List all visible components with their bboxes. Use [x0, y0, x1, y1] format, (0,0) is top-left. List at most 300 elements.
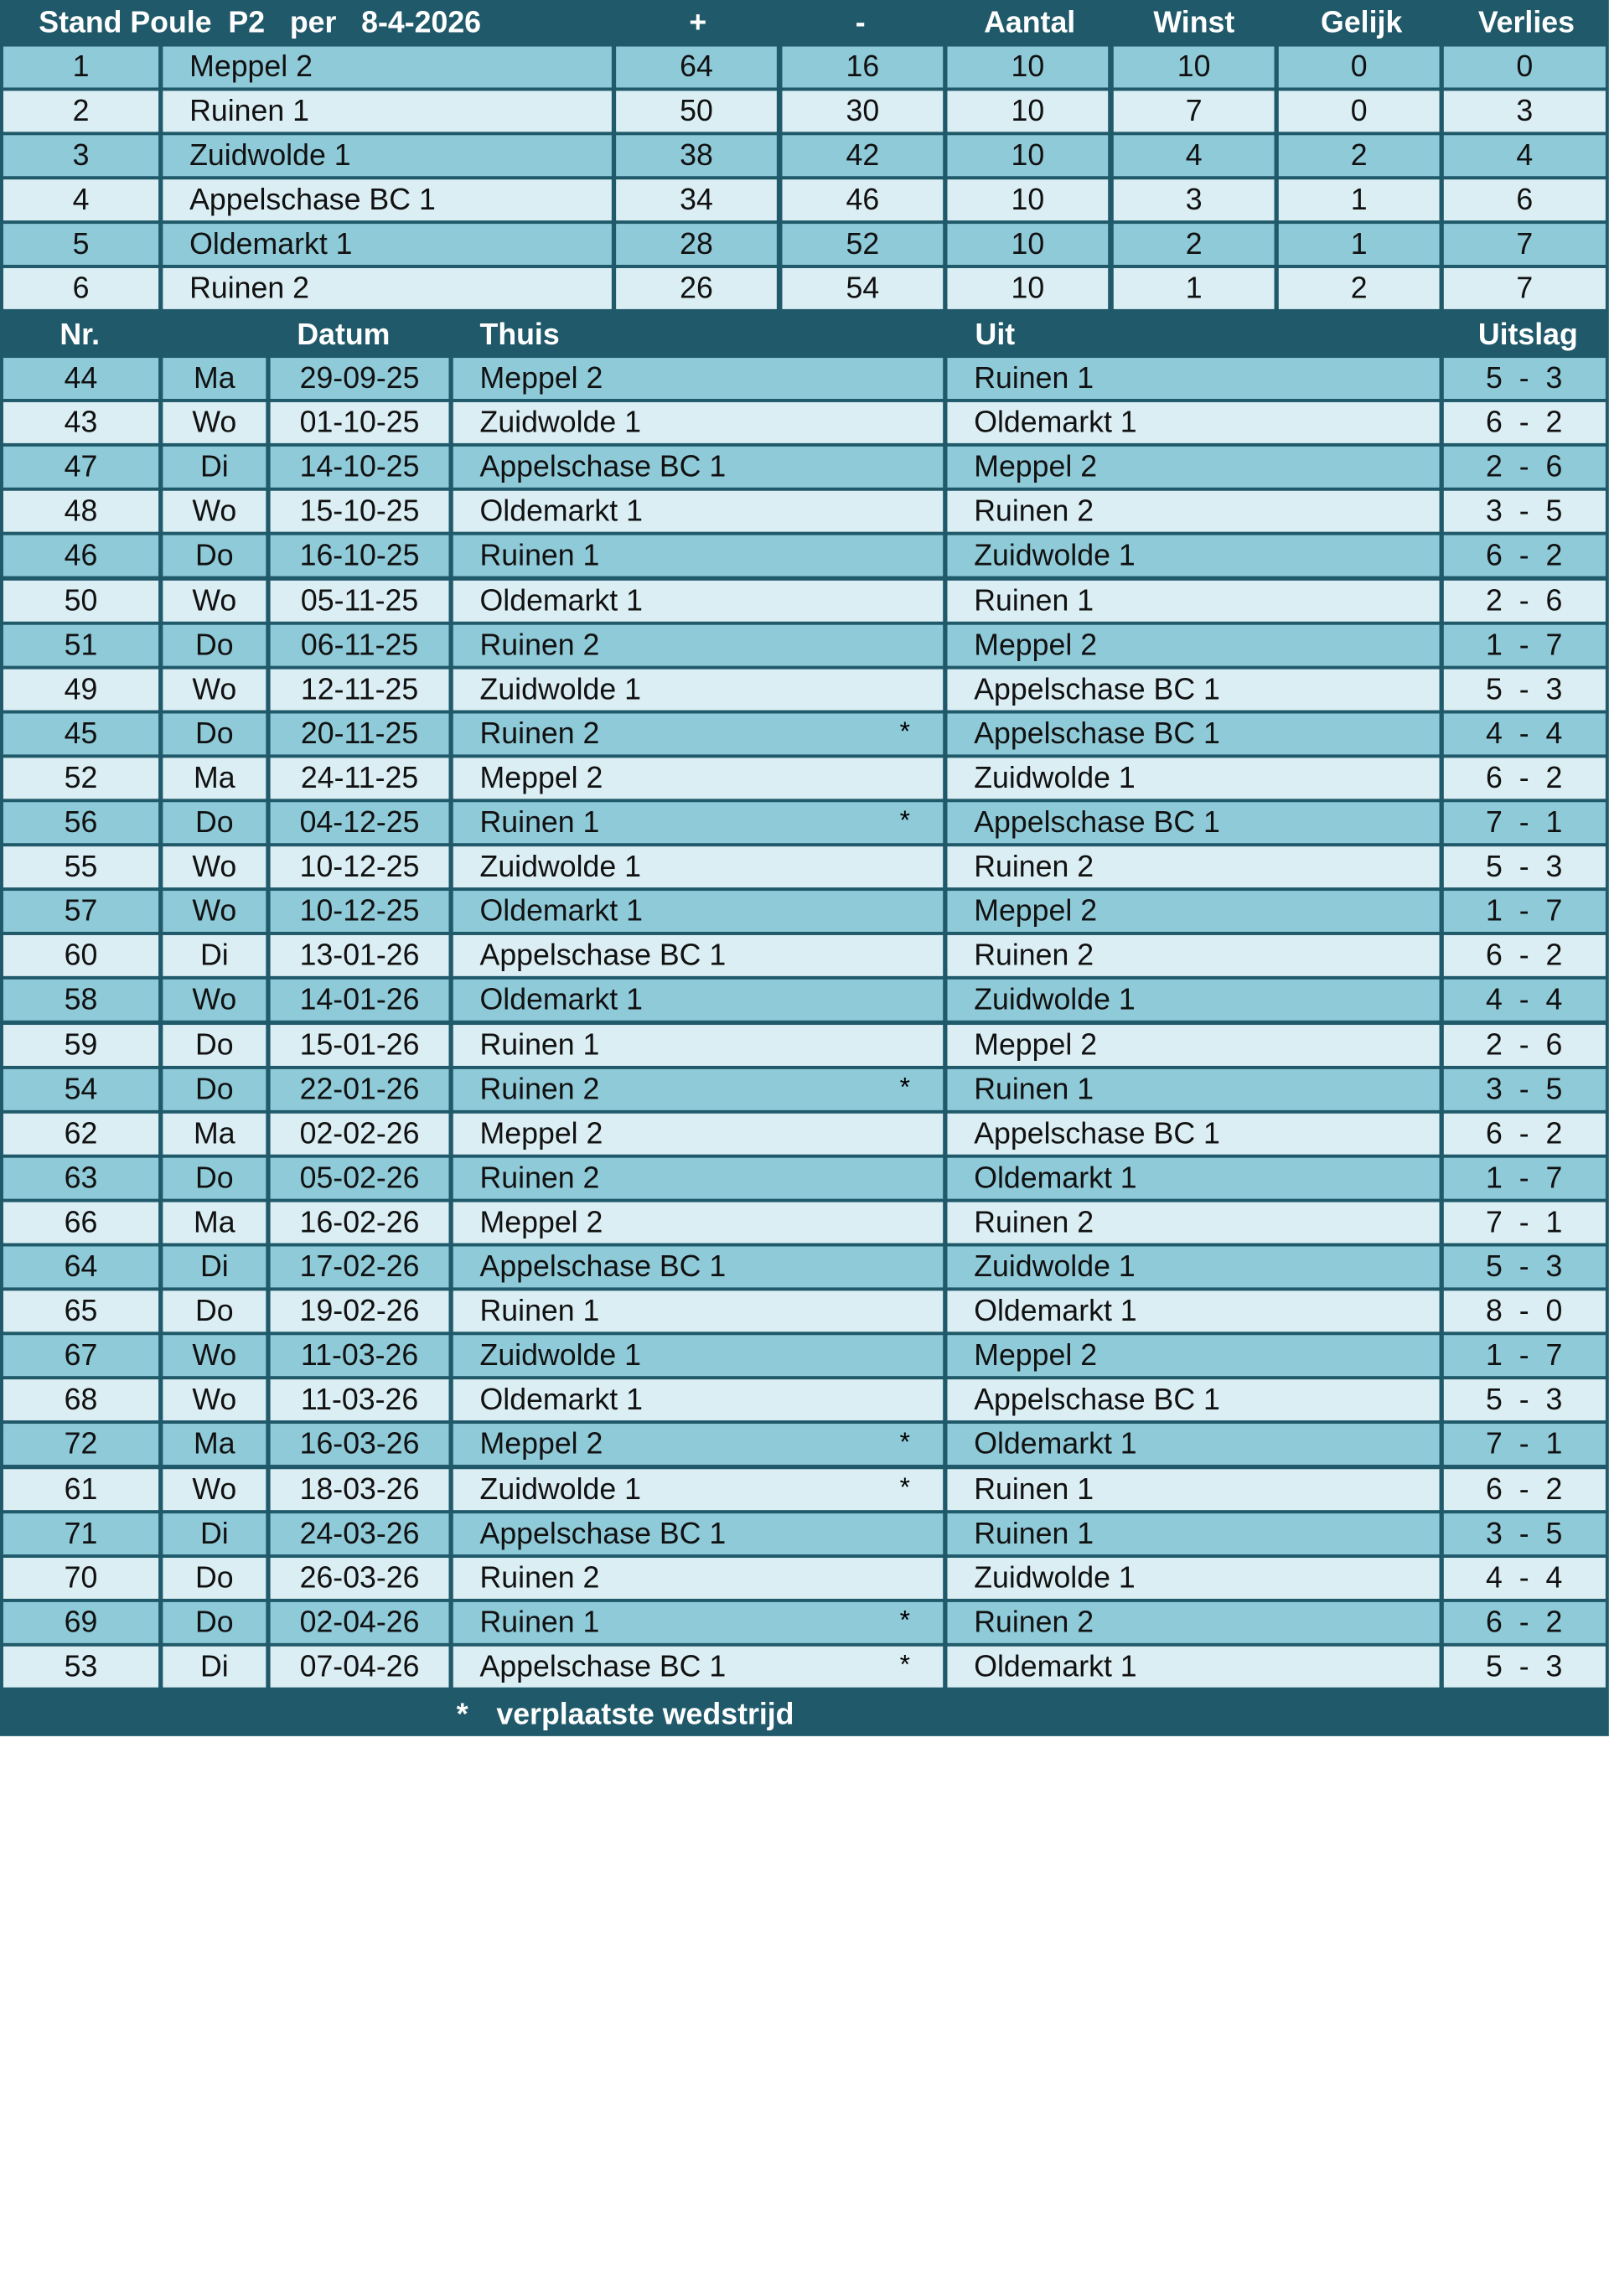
match-day: Do [163, 1558, 266, 1599]
rescheduled-marker: * [899, 1072, 910, 1103]
match-date: 16-02-26 [271, 1202, 449, 1243]
match-day: Ma [163, 1113, 266, 1154]
match-day: Wo [163, 491, 266, 532]
match-home-team: Ruinen 1 [453, 1290, 943, 1332]
standing-plus: 28 [616, 224, 777, 265]
match-home-team: Oldemarkt 1 [453, 491, 943, 532]
standing-plus: 50 [616, 90, 777, 132]
match-day: Ma [163, 1202, 266, 1243]
match-nr: 68 [3, 1380, 158, 1421]
match-result-cell [1444, 447, 1606, 488]
col-away-header: Uit [975, 318, 1016, 352]
match-nr: 48 [3, 491, 158, 532]
match-result-cell [1444, 1513, 1606, 1554]
match-nr: 51 [3, 624, 158, 665]
match-away-team: Meppel 2 [947, 1335, 1439, 1376]
match-row [0, 402, 1609, 447]
match-nr: 46 [3, 535, 158, 577]
match-home-team: Oldemarkt 1 [453, 891, 943, 932]
match-home-team: Ruinen 1 [453, 1602, 943, 1643]
standing-pos: 5 [3, 224, 158, 265]
match-date: 22-01-26 [271, 1068, 449, 1109]
match-result-cell [1444, 491, 1606, 532]
col-plus-header: + [689, 5, 707, 39]
match-date: 04-12-25 [271, 802, 449, 843]
col-played-header: Aantal [984, 5, 1076, 39]
match-date: 26-03-26 [271, 1558, 449, 1599]
match-day: Wo [163, 891, 266, 932]
rescheduled-marker: * [899, 1471, 910, 1502]
match-result: 6 - 2 [1486, 406, 1563, 439]
match-row [0, 1425, 1609, 1469]
col-drawn-header: Gelijk [1321, 5, 1403, 39]
match-away-team: Ruinen 2 [947, 1602, 1439, 1643]
col-result-header: Uitslag [1477, 318, 1578, 352]
match-row [0, 1647, 1609, 1691]
match-row [0, 491, 1609, 535]
match-date: 14-10-25 [271, 447, 449, 488]
standings-row [0, 135, 1609, 179]
match-result: 3 - 5 [1486, 1516, 1563, 1550]
match-home-team: Ruinen 2 [453, 713, 943, 754]
standing-lost: 0 [1444, 47, 1606, 88]
match-away-team: Appelschase BC 1 [947, 802, 1439, 843]
match-result: 6 - 2 [1486, 761, 1563, 794]
standing-team: Ruinen 2 [163, 268, 611, 309]
match-home-team: Zuidwolde 1 [453, 1335, 943, 1376]
rescheduled-marker: * [899, 1427, 910, 1458]
match-nr: 45 [3, 713, 158, 754]
matches-header [0, 313, 1609, 357]
match-row [0, 802, 1609, 846]
match-result: 1 - 7 [1486, 1338, 1563, 1373]
match-result-cell [1444, 1380, 1606, 1421]
match-day: Wo [163, 669, 266, 710]
standing-played: 10 [947, 268, 1108, 309]
match-row [0, 1113, 1609, 1157]
match-result-cell [1444, 1068, 1606, 1109]
standing-lost: 6 [1444, 179, 1606, 220]
standings-header [0, 0, 1609, 44]
match-nr: 50 [3, 580, 158, 621]
match-nr: 70 [3, 1558, 158, 1599]
match-day: Di [163, 935, 266, 976]
match-result: 4 - 4 [1486, 1560, 1563, 1595]
match-date: 29-09-25 [271, 358, 449, 399]
standing-team: Meppel 2 [163, 47, 611, 88]
match-result-cell [1444, 713, 1606, 754]
match-row [0, 1157, 1609, 1202]
match-day: Do [163, 713, 266, 754]
standing-lost: 3 [1444, 90, 1606, 132]
match-nr: 69 [3, 1602, 158, 1643]
match-row [0, 1335, 1609, 1379]
match-date: 10-12-25 [271, 846, 449, 887]
match-result: 1 - 7 [1486, 628, 1563, 661]
match-day: Di [163, 1513, 266, 1554]
match-date: 01-10-25 [271, 402, 449, 443]
match-away-team: Appelschase BC 1 [947, 1113, 1439, 1154]
match-row [0, 1024, 1609, 1068]
match-date: 05-11-25 [271, 580, 449, 621]
match-day: Wo [163, 1335, 266, 1376]
match-result: 7 - 1 [1486, 805, 1563, 839]
match-home-team: Appelschase BC 1 [453, 447, 943, 488]
standing-minus: 46 [782, 179, 943, 220]
match-nr: 63 [3, 1157, 158, 1198]
standing-team: Zuidwolde 1 [163, 135, 611, 176]
match-result: 4 - 4 [1486, 716, 1563, 750]
standing-won: 1 [1114, 268, 1275, 309]
match-result-cell [1444, 624, 1606, 665]
match-result-cell [1444, 891, 1606, 932]
match-date: 15-10-25 [271, 491, 449, 532]
match-away-team: Ruinen 1 [947, 580, 1439, 621]
match-row [0, 358, 1609, 402]
standing-drawn: 2 [1279, 135, 1440, 176]
footer-note-text: verplaatste wedstrijd [496, 1697, 794, 1731]
match-home-team: Appelschase BC 1 [453, 1647, 943, 1688]
rescheduled-marker: * [899, 1605, 910, 1636]
match-row [0, 1558, 1609, 1602]
standing-pos: 6 [3, 268, 158, 309]
match-result-cell [1444, 935, 1606, 976]
match-result: 7 - 1 [1486, 1427, 1563, 1461]
match-row [0, 1469, 1609, 1513]
match-day: Do [163, 624, 266, 665]
standings-row [0, 47, 1609, 91]
match-row [0, 935, 1609, 980]
match-away-team: Ruinen 2 [947, 935, 1439, 976]
match-result-cell [1444, 402, 1606, 443]
match-away-team: Zuidwolde 1 [947, 980, 1439, 1021]
match-home-team: Appelschase BC 1 [453, 1246, 943, 1287]
match-nr: 52 [3, 758, 158, 799]
match-nr: 67 [3, 1335, 158, 1376]
match-date: 07-04-26 [271, 1647, 449, 1688]
standing-drawn: 1 [1279, 224, 1440, 265]
match-away-team: Zuidwolde 1 [947, 758, 1439, 799]
match-result-cell [1444, 1246, 1606, 1287]
match-day: Wo [163, 1469, 266, 1510]
match-day: Ma [163, 758, 266, 799]
standings-row [0, 90, 1609, 135]
match-home-team: Zuidwolde 1 [453, 669, 943, 710]
match-row [0, 1602, 1609, 1647]
match-row [0, 535, 1609, 580]
match-row [0, 1202, 1609, 1246]
standing-plus: 38 [616, 135, 777, 176]
match-row [0, 1068, 1609, 1113]
match-day: Di [163, 447, 266, 488]
match-nr: 62 [3, 1113, 158, 1154]
standing-drawn: 0 [1279, 47, 1440, 88]
match-nr: 47 [3, 447, 158, 488]
standing-team: Appelschase BC 1 [163, 179, 611, 220]
match-result-cell [1444, 535, 1606, 577]
match-away-team: Ruinen 2 [947, 846, 1439, 887]
match-result-cell [1444, 1113, 1606, 1154]
match-day: Wo [163, 580, 266, 621]
standing-lost: 7 [1444, 224, 1606, 265]
match-result: 5 - 3 [1486, 850, 1563, 883]
match-day: Do [163, 535, 266, 577]
match-away-team: Meppel 2 [947, 447, 1439, 488]
rescheduled-marker: * [899, 716, 910, 747]
match-home-team: Oldemarkt 1 [453, 1380, 943, 1421]
match-away-team: Ruinen 1 [947, 1513, 1439, 1554]
match-row [0, 758, 1609, 802]
match-row [0, 713, 1609, 758]
match-nr: 65 [3, 1290, 158, 1332]
match-result: 5 - 3 [1486, 1649, 1563, 1683]
standing-minus: 16 [782, 47, 943, 88]
match-result-cell [1444, 1024, 1606, 1065]
footer-note [0, 1692, 1609, 1736]
match-home-team: Ruinen 1 [453, 802, 943, 843]
match-away-team: Ruinen 1 [947, 358, 1439, 399]
match-home-team: Meppel 2 [453, 358, 943, 399]
match-nr: 59 [3, 1024, 158, 1065]
match-date: 02-04-26 [271, 1602, 449, 1643]
match-row [0, 669, 1609, 713]
match-row [0, 447, 1609, 491]
match-row [0, 1246, 1609, 1290]
standing-won: 2 [1114, 224, 1275, 265]
match-result-cell [1444, 1202, 1606, 1243]
match-date: 15-01-26 [271, 1024, 449, 1065]
match-date: 19-02-26 [271, 1290, 449, 1332]
match-result: 6 - 2 [1486, 1605, 1563, 1639]
match-away-team: Meppel 2 [947, 891, 1439, 932]
match-home-team: Ruinen 2 [453, 624, 943, 665]
match-result-cell [1444, 1647, 1606, 1688]
match-result: 1 - 7 [1486, 1161, 1563, 1195]
match-date: 16-03-26 [271, 1425, 449, 1466]
match-away-team: Oldemarkt 1 [947, 1647, 1439, 1688]
standing-team: Oldemarkt 1 [163, 224, 611, 265]
match-home-team: Meppel 2 [453, 1113, 943, 1154]
col-nr-header: Nr. [59, 318, 101, 352]
match-result: 6 - 2 [1486, 939, 1563, 972]
match-result: 5 - 3 [1486, 361, 1563, 395]
rescheduled-marker: * [899, 805, 910, 835]
match-result: 4 - 4 [1486, 983, 1563, 1016]
standing-plus: 34 [616, 179, 777, 220]
match-away-team: Zuidwolde 1 [947, 535, 1439, 577]
match-row [0, 846, 1609, 891]
standing-drawn: 0 [1279, 90, 1440, 132]
match-day: Di [163, 1647, 266, 1688]
match-result-cell [1444, 758, 1606, 799]
match-away-team: Zuidwolde 1 [947, 1558, 1439, 1599]
match-nr: 56 [3, 802, 158, 843]
col-date-header: Datum [297, 318, 391, 352]
match-nr: 61 [3, 1469, 158, 1510]
match-date: 06-11-25 [271, 624, 449, 665]
match-nr: 54 [3, 1068, 158, 1109]
match-away-team: Appelschase BC 1 [947, 1380, 1439, 1421]
match-day: Ma [163, 358, 266, 399]
standing-lost: 7 [1444, 268, 1606, 309]
standing-played: 10 [947, 135, 1108, 176]
match-home-team: Ruinen 2 [453, 1157, 943, 1198]
match-day: Di [163, 1246, 266, 1287]
match-result-cell [1444, 1157, 1606, 1198]
match-result: 3 - 5 [1486, 494, 1563, 528]
standing-won: 4 [1114, 135, 1275, 176]
match-away-team: Oldemarkt 1 [947, 1290, 1439, 1332]
match-date: 05-02-26 [271, 1157, 449, 1198]
match-away-team: Meppel 2 [947, 624, 1439, 665]
match-home-team: Oldemarkt 1 [453, 980, 943, 1021]
match-home-team: Ruinen 1 [453, 535, 943, 577]
standing-played: 10 [947, 179, 1108, 220]
match-nr: 64 [3, 1246, 158, 1287]
standing-minus: 30 [782, 90, 943, 132]
match-result-cell [1444, 846, 1606, 887]
match-home-team: Appelschase BC 1 [453, 1513, 943, 1554]
match-result: 5 - 3 [1486, 1383, 1563, 1417]
standings-row [0, 268, 1609, 313]
match-away-team: Oldemarkt 1 [947, 402, 1439, 443]
match-home-team: Ruinen 2 [453, 1558, 943, 1599]
match-home-team: Meppel 2 [453, 758, 943, 799]
match-result: 7 - 1 [1486, 1205, 1563, 1239]
match-result: 5 - 3 [1486, 1249, 1563, 1284]
match-away-team: Zuidwolde 1 [947, 1246, 1439, 1287]
standing-lost: 4 [1444, 135, 1606, 176]
match-away-team: Oldemarkt 1 [947, 1157, 1439, 1198]
standings-title: Stand Poule P2 per 8-4-2026 [39, 5, 482, 39]
match-result: 2 - 6 [1486, 1027, 1563, 1062]
standing-won: 3 [1114, 179, 1275, 220]
standing-pos: 4 [3, 179, 158, 220]
match-date: 12-11-25 [271, 669, 449, 710]
match-day: Wo [163, 1380, 266, 1421]
match-date: 14-01-26 [271, 980, 449, 1021]
match-date: 17-02-26 [271, 1246, 449, 1287]
match-date: 24-03-26 [271, 1513, 449, 1554]
match-day: Do [163, 1024, 266, 1065]
match-nr: 66 [3, 1202, 158, 1243]
standing-pos: 3 [3, 135, 158, 176]
match-result-cell [1444, 980, 1606, 1021]
match-day: Wo [163, 980, 266, 1021]
match-result: 8 - 0 [1486, 1294, 1563, 1328]
standing-minus: 54 [782, 268, 943, 309]
standing-drawn: 1 [1279, 179, 1440, 220]
standing-plus: 64 [616, 47, 777, 88]
match-result-cell [1444, 1469, 1606, 1510]
standings-row [0, 224, 1609, 268]
match-result: 2 - 6 [1486, 450, 1563, 484]
match-day: Do [163, 802, 266, 843]
match-result: 6 - 2 [1486, 539, 1563, 572]
match-home-team: Zuidwolde 1 [453, 846, 943, 887]
match-date: 02-02-26 [271, 1113, 449, 1154]
match-result: 2 - 6 [1486, 583, 1563, 617]
footer-star: * [456, 1697, 468, 1731]
match-home-team: Ruinen 2 [453, 1068, 943, 1109]
match-result: 3 - 5 [1486, 1072, 1563, 1106]
match-away-team: Appelschase BC 1 [947, 713, 1439, 754]
match-day: Do [163, 1602, 266, 1643]
rescheduled-marker: * [899, 1649, 910, 1680]
match-result-cell [1444, 1425, 1606, 1466]
match-day: Ma [163, 1425, 266, 1466]
match-result-cell [1444, 802, 1606, 843]
col-home-header: Thuis [479, 318, 560, 352]
match-row [0, 1380, 1609, 1425]
standing-won: 10 [1114, 47, 1275, 88]
match-nr: 44 [3, 358, 158, 399]
match-nr: 49 [3, 669, 158, 710]
match-nr: 60 [3, 935, 158, 976]
match-date: 20-11-25 [271, 713, 449, 754]
match-nr: 55 [3, 846, 158, 887]
standing-minus: 42 [782, 135, 943, 176]
match-away-team: Appelschase BC 1 [947, 669, 1439, 710]
standing-won: 7 [1114, 90, 1275, 132]
match-day: Do [163, 1290, 266, 1332]
match-row [0, 580, 1609, 624]
match-away-team: Oldemarkt 1 [947, 1425, 1439, 1466]
match-home-team: Zuidwolde 1 [453, 1469, 943, 1510]
match-nr: 71 [3, 1513, 158, 1554]
standing-pos: 2 [3, 90, 158, 132]
match-away-team: Ruinen 1 [947, 1469, 1439, 1510]
match-away-team: Ruinen 2 [947, 491, 1439, 532]
col-lost-header: Verlies [1477, 5, 1575, 39]
standing-minus: 52 [782, 224, 943, 265]
match-nr: 58 [3, 980, 158, 1021]
match-result-cell [1444, 1558, 1606, 1599]
match-home-team: Appelschase BC 1 [453, 935, 943, 976]
match-result: 6 - 2 [1486, 1471, 1563, 1506]
match-date: 16-10-25 [271, 535, 449, 577]
match-result: 6 - 2 [1486, 1116, 1563, 1151]
match-row [0, 624, 1609, 669]
match-result-cell [1444, 1290, 1606, 1332]
match-result: 5 - 3 [1486, 672, 1563, 706]
match-row [0, 980, 1609, 1024]
match-date: 18-03-26 [271, 1469, 449, 1510]
match-result-cell [1444, 580, 1606, 621]
match-date: 11-03-26 [271, 1380, 449, 1421]
match-date: 24-11-25 [271, 758, 449, 799]
standing-played: 10 [947, 224, 1108, 265]
match-result-cell [1444, 669, 1606, 710]
match-home-team: Meppel 2 [453, 1425, 943, 1466]
standing-played: 10 [947, 90, 1108, 132]
standing-pos: 1 [3, 47, 158, 88]
match-day: Wo [163, 846, 266, 887]
match-date: 10-12-25 [271, 891, 449, 932]
match-home-team: Ruinen 1 [453, 1024, 943, 1065]
match-row [0, 1290, 1609, 1335]
match-result-cell [1444, 1335, 1606, 1376]
match-home-team: Meppel 2 [453, 1202, 943, 1243]
match-nr: 57 [3, 891, 158, 932]
col-minus-header: - [855, 5, 866, 39]
match-away-team: Meppel 2 [947, 1024, 1439, 1065]
match-result-cell [1444, 358, 1606, 399]
match-nr: 43 [3, 402, 158, 443]
standing-plus: 26 [616, 268, 777, 309]
match-date: 11-03-26 [271, 1335, 449, 1376]
match-row [0, 891, 1609, 935]
